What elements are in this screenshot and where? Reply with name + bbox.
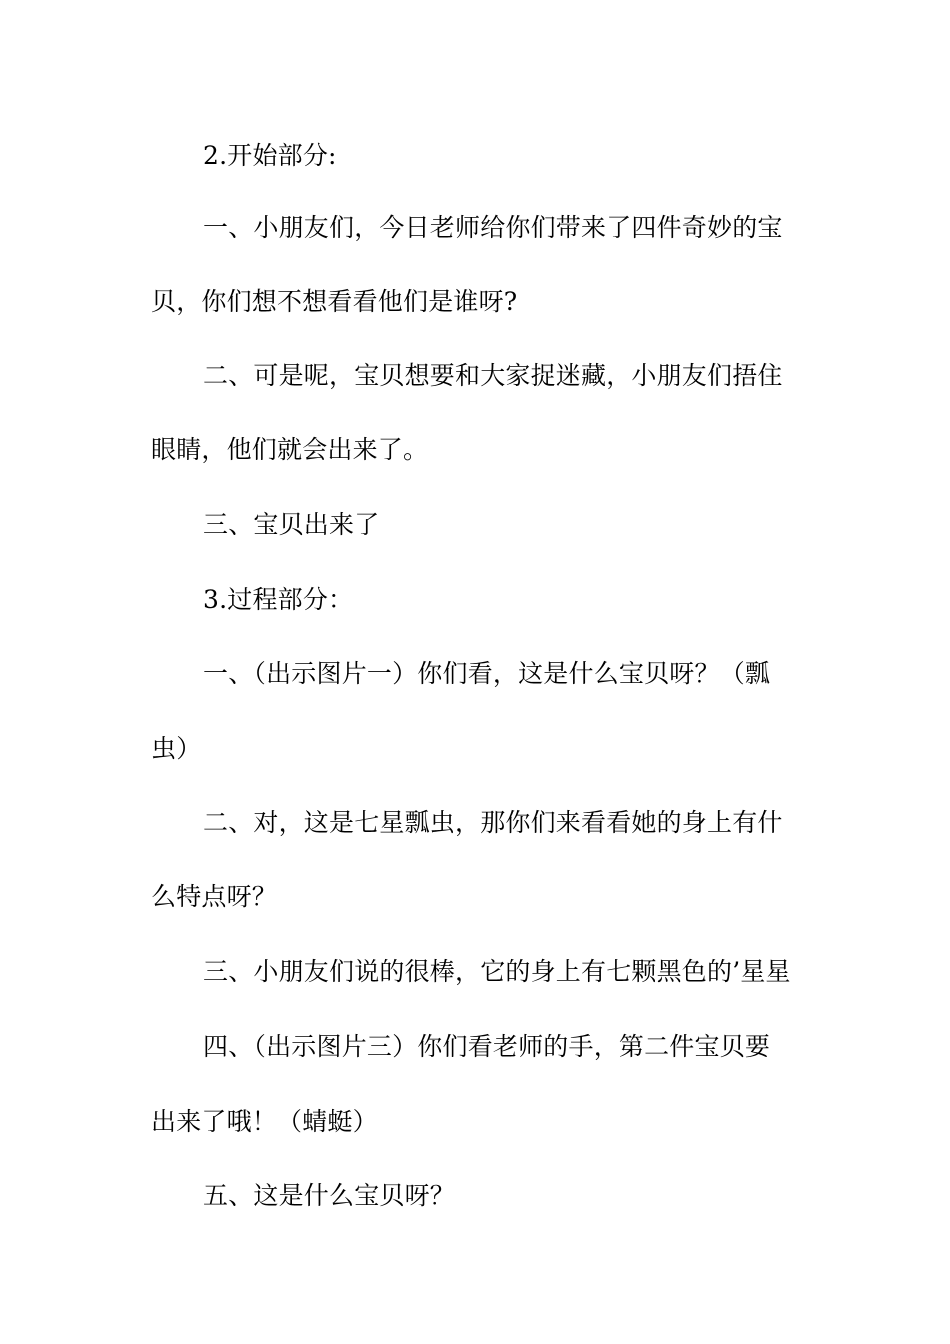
paragraph-line: 一、（出示图片一）你们看，这是什么宝贝呀？（瓢 bbox=[203, 659, 771, 688]
paragraph-line: 二、对，这是七星瓢虫，那你们来看看她的身上有什 bbox=[203, 808, 783, 837]
paragraph-line: 三、小朋友们说的很棒，它的身上有七颗黑色的’星星 bbox=[203, 957, 791, 986]
paragraph-line: 一、小朋友们，今日老师给你们带来了四件奇妙的宝 bbox=[203, 213, 783, 242]
paragraph-line: 四、（出示图片三）你们看老师的手，第二件宝贝要 bbox=[203, 1032, 771, 1061]
paragraph-line: 出来了哦！（蜻蜓） bbox=[151, 1107, 378, 1136]
paragraph-line: 五、这是什么宝贝呀？ bbox=[203, 1181, 456, 1210]
paragraph-line: 三、宝贝出来了 bbox=[203, 510, 380, 539]
paragraph-line: 贝，你们想不想看看他们是谁呀? bbox=[151, 287, 518, 316]
paragraph-line: 虫） bbox=[151, 734, 202, 763]
section-heading-process: 3.过程部分： bbox=[203, 585, 354, 614]
paragraph-line: 么特点呀？ bbox=[151, 882, 278, 911]
paragraph-line: 二、可是呢，宝贝想要和大家捉迷藏，小朋友们捂住 bbox=[203, 361, 783, 390]
section-heading-start: 2.开始部分: bbox=[203, 141, 337, 170]
paragraph-line: 眼睛，他们就会出来了。 bbox=[151, 435, 429, 464]
